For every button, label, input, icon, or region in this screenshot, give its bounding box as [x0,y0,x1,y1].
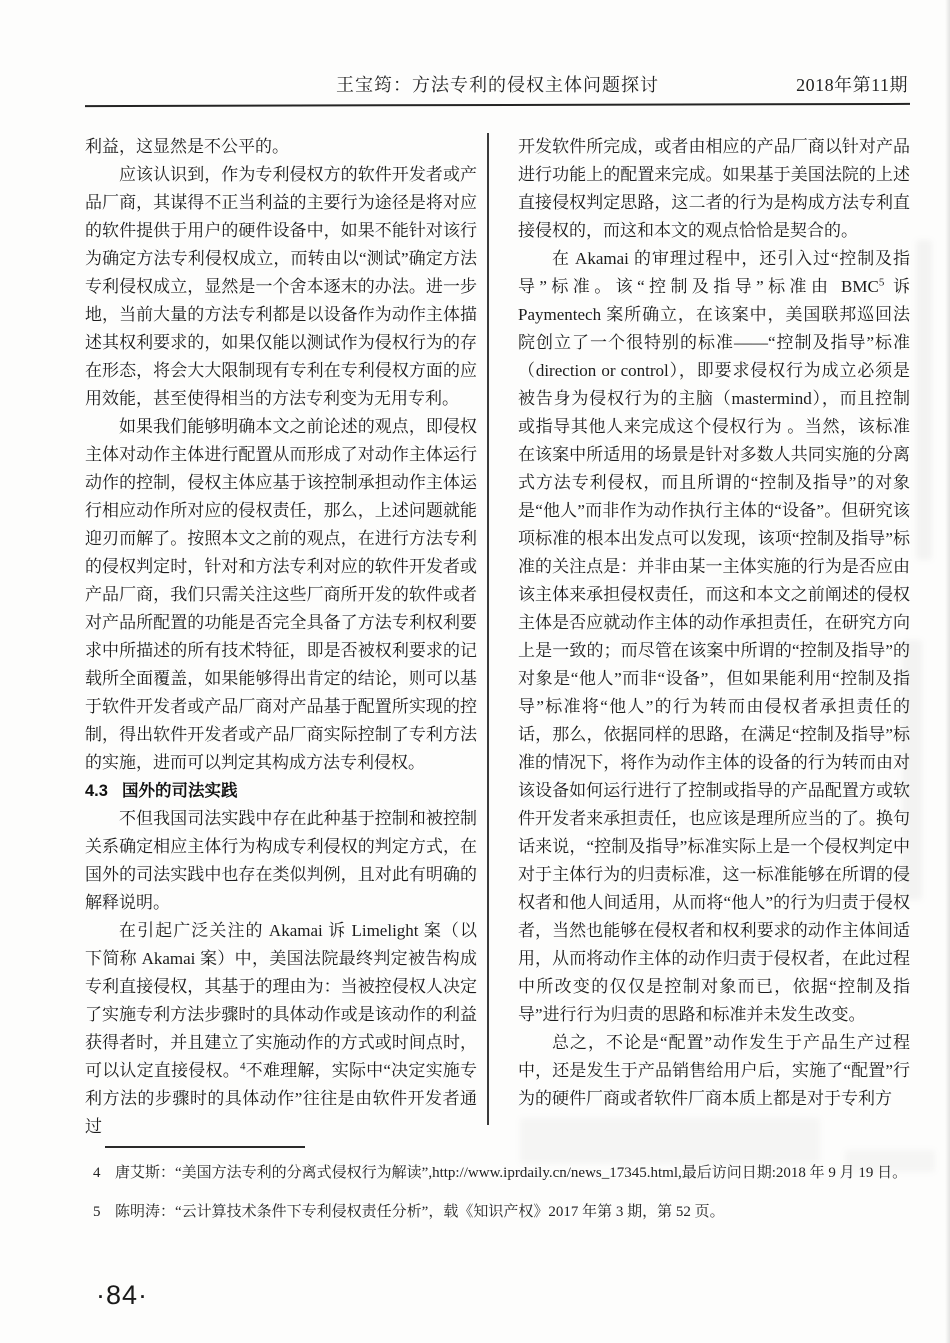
footnote-number: 5 [93,1204,101,1220]
footnotes-section [85,1146,915,1226]
footnote-separator [105,1146,305,1148]
paragraph-text: 在 Akamai 的审理过程中，还引入过“控制及指导”标准。该“控制及指导”标准由 BMC [518,249,910,296]
page-number: ·84· [96,1280,149,1310]
scan-edge-shadow [945,0,950,1343]
footnote-text: 唐艾斯：“美国方法专利的分离式侵权行为解读”,http://www.iprdaily.cn/news_17345.html,最后访问日期:2018 年 9 月 19 日。 [115,1165,908,1181]
header-rule [85,103,910,107]
footnote-4 [85,1159,915,1187]
section-heading-4-3 [85,777,477,805]
running-head-title: 王宝筠：方法专利的侵权主体问题探讨 [336,75,659,95]
right-column [518,133,910,1113]
paragraph-text: 诉 Paymentech 案所确立，在该案中，美国联邦巡回法院创立了一个很特别的标准——“控制及指导”标准（direction or control），即要求侵权行为成立必须是被告身为侵权行为的主脑（mastermind），而且控制或指导其他人来完成这个侵权行为 。当然，该标准在该案中所适用的场景是针对多数人共同实施的分离式方法专利侵权，而且所谓的“控制及指导”的对象是“他人”而非作为动作执行主体的“设备”。但研究该项标准的根本出发点可以发现，该项“控制及指导”标准的关注点是：并非由某一主体实施的行为是否应由该主体来承担侵权责任，而这和本文之前阐述的侵权主体是否应就动作主体的动作承担责任，在研究方向上是一致的；而尽管在该案中所谓的“控制及指导”的对象是“他人”而非“设备”，但如果能利用“控制及指导”标准将“他人”的行为转而由侵权者承担责任的话，那么，依据同样的思路，在满足“控制及指导”标准的情况下，将作为动作主体的设备的行为转而由对该设备如何运行进行了控制或指导的产品配置方或软件开发者来承担责任，也应该是理所应当的了。换句话来说，“控制及指导”标准实际上是一个侵权判定中对于主体行为的归责标准，这一标准能够在所谓的侵权者和他人间适用，从而将“他人”的行为归责于侵权者，当然也能够在侵权者和权利要求的动作主体间适用，从而将动作主体的动作归责于侵权者，在此过程中所改变的仅仅是控制对象而已，依据“控制及指导”进行行为归责的思路和标准并未发生改变。 [518,277,910,1024]
scan-artifact [916,240,932,560]
footnote-ref-5: 5 [878,276,885,289]
section-number: 4.3 [85,782,108,800]
left-column [85,133,477,1141]
paragraph: 如果我们能够明确本文之前论述的观点，即侵权主体对动作主体进行配置从而形成了对动作主体运行动作的控制，侵权主体应基于该控制承担动作主体运行相应动作所对应的侵权责任，那么，上述问题就能迎刃而解了。按照本文之前的观点，在进行方法专利的侵权判定时，针对和方法专利对应的软件开发者或产品厂商，我们只需关注这些厂商所开发的软件或者对产品所配置的功能是否完全具备了方法专利权利要求中所描述的所有技术特征，即是否被权利要求的记载所全面覆盖，如果能够得出肯定的结论，则可以基于软件开发者或产品厂商对产品基于配置所实现的控制，得出软件开发者或产品厂商实际控制了专利方法的实施，进而可以判定其构成方法专利侵权。 [85,417,477,772]
paragraph-text: 不难理解，实际中“决定实施专利方法的步骤时的具体动作”往往是由软件开发者通过 [85,1061,478,1136]
section-title: 国外的司法实践 [121,782,238,800]
paragraph-continuation: 开发软件所完成，或者由相应的产品厂商以针对产品进行功能上的配置来完成。如果基于美国法院的上述直接侵权判定思路，这二者的行为是构成方法专利直接侵权的，而这和本文的观点恰恰是契合的。 [518,137,910,240]
paragraph-with-footnote-ref [85,917,477,1141]
issue-label: 2018年第11期 [796,75,908,95]
paragraph: 总之，不论是“配置”动作发生于产品生产过程中，还是发生于产品销售给用户后，实施了“配置”行为的硬件厂商或者软件厂商本质上都是对于专利方 [518,1033,910,1108]
article-body [85,133,910,1141]
paragraph-continuation: 利益，这显然是不公平的。 [85,137,289,156]
paragraph: 应该认识到，作为专利侵权方的软件开发者或产品厂商，其谋得不正当利益的主要行为途径是将对应的软件提供于用户的硬件设备中，如果不能针对该行为确定方法专利侵权成立，而转由以“测试”确定方法专利侵权成立，显然是一个舍本逐末的办法。进一步地，当前大量的方法专利都是以设备作为动作主体描述其权利要求的，如果仅能以测试作为侵权行为的存在形态，将会大大限制现有专利在专利侵权方面的应用效能，甚至使得相当的方法专利变为无用专利。 [85,165,477,408]
paragraph-with-footnote-ref [518,245,910,1029]
footnote-text: 陈明涛：“云计算技术条件下专利侵权责任分析”，载《知识产权》2017 年第 3 期，第 52 页。 [115,1204,725,1220]
column-divider [487,133,489,1125]
footnote-ref-4: 4 [239,1060,246,1073]
footnote-5 [85,1198,915,1226]
running-head [85,72,910,102]
paragraph-text: 在引起广泛关注的 Akamai 诉 Limelight 案（以下简称 Akamai 案）中，美国法院最终判定被告构成专利直接侵权，其基于的理由为：当被控侵权人决定了实施专利方法步骤时的具体动作或是该动作的利益获得者时，并且建立了实施动作的方式或时间点时，可以认定直接侵权。 [85,921,477,1080]
paragraph: 不但我国司法实践中存在此种基于控制和被控制关系确定相应主体行为构成专利侵权的判定方式，在国外的司法实践中也存在类似判例，且对此有明确的解释说明。 [85,809,477,912]
footnote-number: 4 [93,1165,101,1181]
